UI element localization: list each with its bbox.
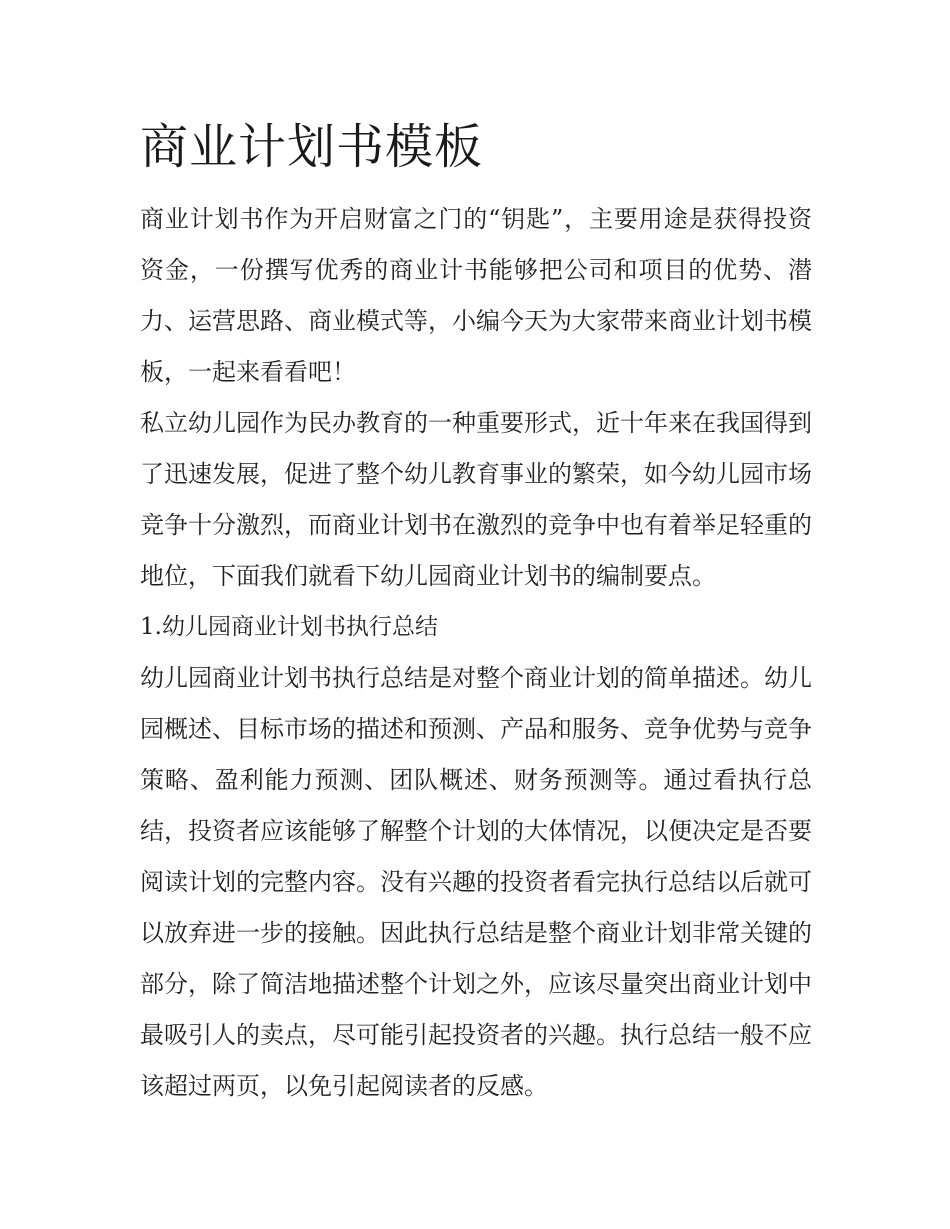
document-title: 商业计划书模板 <box>140 119 484 175</box>
context-paragraph: 私立幼儿园作为民办教育的一种重要形式，近十年来在我国得到了迅速发展，促进了整个幼儿教育事业的繁荣，如今幼儿园市场竞争十分激烈，而商业计划书在激烈的竞争中也有着举足轻重的地位，下面我们就看下幼儿园商业计划书的编制要点。 <box>140 409 812 590</box>
section-paragraph-executive-summary: 幼儿园商业计划书执行总结是对整个商业计划的简单描述。幼儿园概述、目标市场的描述和预测、产品和服务、竞争优势与竞争策略、盈利能力预测、团队概述、财务预测等。通过看执行总结，投资者应该能够了解整个计划的大体情况，以便决定是否要阅读计划的完整内容。没有兴趣的投资者看完执行总结以后就可以放弃进一步的接触。因此执行总结是整个商业计划非常关键的部分，除了简洁地描述整个计划之外，应该尽量突出商业计划中最吸引人的卖点，尽可能引起投资者的兴趣。执行总结一般不应该超过两页，以免引起阅读者的反感。 <box>140 664 812 1100</box>
section-heading-executive-summary: 1.幼儿园商业计划书执行总结 <box>140 614 438 640</box>
document-body <box>140 112 812 1112</box>
intro-paragraph: 商业计划书作为开启财富之门的“钥匙”，主要用途是获得投资资金，一份撰写优秀的商业计书能够把公司和项目的优势、潜力、运营思路、商业模式等，小编今天为大家带来商业计划书模板，一起来看看吧！ <box>140 205 812 386</box>
